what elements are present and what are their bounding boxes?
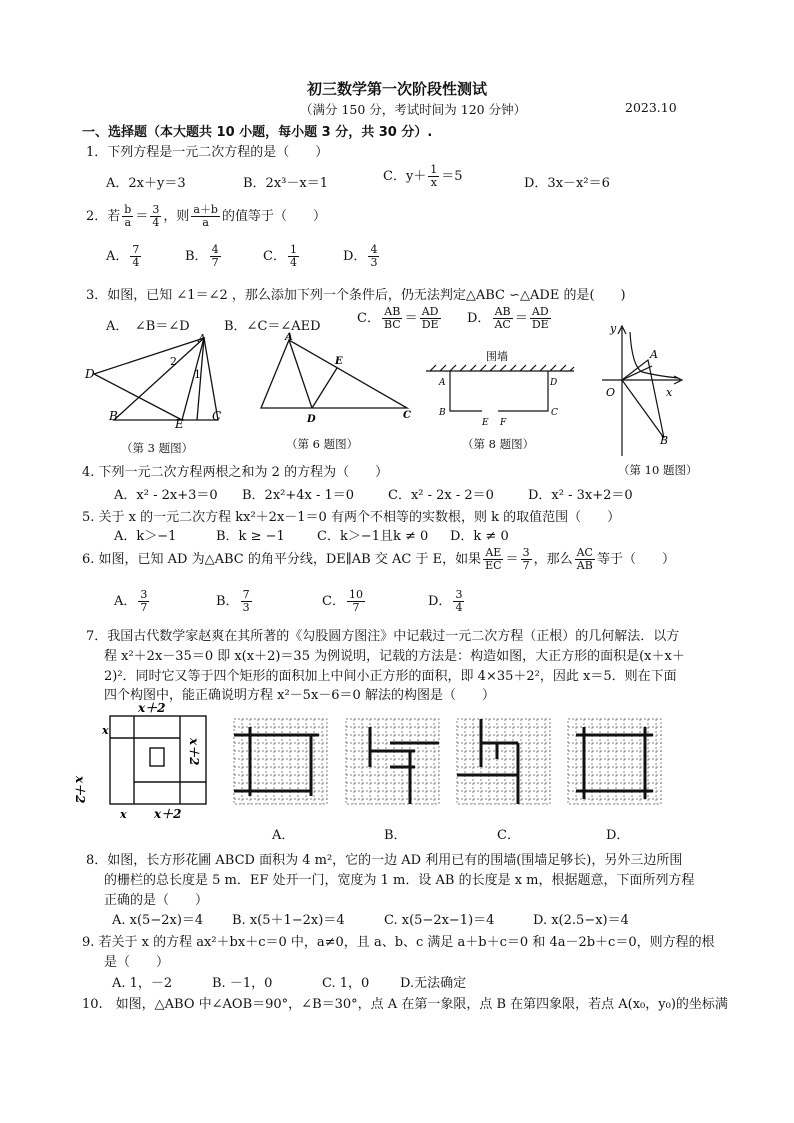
q7-construction-figure (73, 701, 218, 822)
q7-fig-right-label: x＋2 (187, 738, 201, 766)
q5-option-d: D．k ≠ 0 (450, 529, 509, 544)
q9-line-2: 是（ ） (104, 955, 170, 970)
q5-option-c: C．k＞−1且k ≠ 0 (317, 529, 429, 544)
q5-stem: 5. 关于 x 的一元二次方程 kx²＋2x－1＝0 有两个不相等的实数根，则 k 的取值范围（ ） (82, 510, 621, 525)
q2-option-c: C． $\frac{1}{4}$ (263, 243, 297, 269)
q9-option-c: C. 1，0 (322, 976, 370, 991)
fig8-caption: （第 8 题图） (462, 437, 535, 451)
q8-line-3: 正确的是（ ） (104, 893, 209, 908)
fig8-wall-label: 围墙 (486, 350, 508, 363)
q7-fig-left-label: x＋2 (73, 776, 87, 804)
q1-c-suffix: ＝5 (441, 169, 463, 184)
q6-stem: 6. 如图，已知 AD 为△ABC 的角平分线，DE∥AB 交 AC 于 E，如果 $\frac{AE}{EC}$ ＝ $\frac{3}{7}$ ，那么 $\frac{AC}{AB}$ 等于（ ） (82, 546, 675, 572)
q7-line-4: 四个构图中，能正确说明方程 x²－5x－6＝0 解法的构图是（ ） (104, 688, 495, 703)
q8-line-1: 8．如图，长方形花圃 ABCD 面积为 4 m²，它的一边 AD 利用已有的围墙(围墙足够长)，另外三边所围 (86, 853, 683, 868)
q3-option-b: B．∠C＝∠AED (224, 319, 321, 334)
q7-grid-a (233, 718, 329, 806)
q3-option-d: D． $\frac{AB}{AC}$ ＝ $\frac{AD}{DE}$ (467, 305, 549, 331)
q7-grid-c (456, 718, 552, 806)
page-title: 初三数学第一次阶段性测试 (306, 80, 487, 98)
q8-line-2: 的栅栏的总长度是 5 m．EF 处开一门，宽度为 1 m．设 AB 的长度是 x m，根据题意，下面所列方程 (104, 873, 695, 888)
q6-option-b: B． $\frac{7}{3}$ (216, 588, 250, 614)
fig8-label-e: E (482, 418, 489, 428)
figure-6-diagram (255, 330, 415, 430)
q7-line-1: 7．我国古代数学家赵爽在其所著的《勾股圆方图注》中记载过一元二次方程（正根）的几何解法．以方 (86, 629, 680, 644)
q4-option-d: D．x² - 3x+2＝0 (528, 488, 633, 503)
fig10-label-o: O (606, 386, 616, 399)
q2-frac-b-a: $\frac{b}{a}$ (124, 203, 132, 229)
fig10-label-b: B (660, 434, 669, 447)
fig3-label-d: D (85, 367, 95, 381)
q7-fig-top-label: x＋2 (138, 701, 166, 715)
q7-line-3: 2)²．同时它又等于四个矩形的面积加上中间小正方形的面积，即 4×35＋2²，因此 x＝5．则在下面 (104, 669, 677, 684)
q8-option-b: B. x(5＋1−2x)＝4 (232, 913, 345, 928)
fig6-label-e: E (335, 356, 343, 367)
q9-option-b: B. －1，0 (212, 976, 273, 991)
q4-option-a: A．x² - 2x+3＝0 (114, 488, 218, 503)
figure-3-diagram (84, 330, 234, 430)
q8-option-d: D. x(2.5−x)＝4 (533, 913, 629, 928)
q3-stem: 3．如图，已知 ∠1＝∠2 ，那么添加下列一个条件后，仍无法判定△ABC ∽△ADE 的是( ) (86, 288, 626, 303)
q1-option-a: A．2x＋y＝3 (106, 176, 186, 191)
fig8-label-d: D (550, 378, 558, 388)
section-heading: 一、选择题（本大题共 10 小题，每小题 3 分，共 30 分）. (82, 125, 433, 140)
q2-option-b: B． $\frac{4}{7}$ (185, 243, 219, 269)
fig8-label-a: A (439, 378, 446, 388)
fig6-label-d: D (307, 414, 316, 425)
q5-option-a: A．k＞−1 (114, 529, 177, 544)
q7-option-d: D． (606, 828, 630, 843)
q7-fig-bottom-label: x＋2 (154, 807, 182, 821)
fig6-label-a: A (285, 332, 293, 343)
fig6-caption: （第 6 题图） (286, 437, 359, 451)
figure-8-diagram (424, 345, 574, 428)
q7-grid-d (567, 718, 663, 806)
fig6-label-c: C (403, 410, 411, 421)
q7-option-a: A． (272, 828, 295, 843)
fig8-label-f: F (500, 418, 507, 428)
q4-option-c: C．x² - 2x - 2＝0 (388, 488, 494, 503)
q10-line-1: 10. 如图，△ABO 中∠AOB＝90°，∠B＝30°，点 A 在第一象限，点 B 在第四象限，若点 A(x₀，y₀)的坐标满 (82, 997, 728, 1012)
q1-c-prefix: C．y＋ (383, 169, 427, 184)
q1-stem: 1．下列方程是一元二次方程的是（ ） (86, 145, 329, 160)
q7-option-c: C． (497, 828, 520, 843)
q2-option-a: A． $\frac{7}{4}$ (106, 243, 140, 269)
q6-option-c: C． $\frac{10}{7}$ (322, 588, 363, 614)
fig3-label-2: 2 (170, 355, 177, 368)
q3-option-c: C． $\frac{AB}{BC}$ ＝ $\frac{AD}{DE}$ (357, 305, 439, 331)
q7-grid-b (345, 718, 441, 806)
q1-option-d: D．3x－x²＝6 (524, 176, 610, 191)
fig3-label-a: A (198, 332, 206, 345)
exam-date: 2023.10 (625, 100, 677, 115)
q1-c-fraction: $\frac{1}{x}$ (430, 163, 438, 189)
q7-line-2: 程 x²＋2x－35＝0 即 x(x＋2)＝35 为例说明，记载的方法是：构造如图，大正方形的面积是(x＋x＋ (104, 649, 685, 664)
q7-option-b: B． (384, 828, 407, 843)
q4-stem: 4. 下列一元二次方程两根之和为 2 的方程为（ ） (82, 465, 389, 480)
q4-option-b: B．2x²+4x - 1＝0 (242, 488, 355, 503)
fig8-label-c: C (551, 408, 558, 418)
q6-option-a: A． $\frac{3}{7}$ (114, 588, 148, 614)
fig3-label-b: B (109, 409, 118, 423)
q3-option-a: A． ∠B＝∠D (106, 319, 190, 334)
q8-option-c: C. x(5−2x−1)＝4 (384, 913, 495, 928)
fig3-caption: （第 3 题图） (121, 441, 194, 455)
fig8-label-b: B (439, 408, 446, 418)
fig3-label-e: E (175, 417, 184, 431)
fig10-label-a: A (650, 348, 658, 361)
q9-option-d: D.无法确定 (400, 976, 467, 991)
q5-option-b: B．k ≥ −1 (216, 529, 285, 544)
q9-option-a: A. 1，－2 (112, 976, 173, 991)
fig10-label-y: y (610, 322, 617, 335)
q2-stem: 2．若 $\frac{b}{a}$ ＝ $\frac{3}{4}$ ，则 $\frac{a+b}{a}$ 的值等于（ ） (86, 203, 326, 229)
fig10-caption: （第 10 题图） (618, 463, 698, 477)
q8-option-a: A. x(5−2x)＝4 (112, 913, 204, 928)
q2-option-d: D． $\frac{4}{3}$ (343, 243, 378, 269)
q6-option-d: D． $\frac{3}{4}$ (428, 588, 463, 614)
fig3-label-c: C (212, 409, 222, 423)
q2-frac-ab-a: $\frac{a+b}{a}$ (193, 203, 218, 229)
q9-line-1: 9. 若关于 x 的方程 ax²＋bx＋c＝0 中，a≠0，且 a、b、c 满足 a＋b＋c＝0 和 4a－2b＋c＝0，则方程的根 (82, 935, 715, 950)
fig10-label-x: x (666, 386, 673, 399)
fig3-label-1: 1 (194, 368, 201, 381)
q1-option-c (383, 164, 463, 189)
q2-frac-3-4: $\frac{3}{4}$ (152, 203, 160, 229)
q1-option-b: B．2x³－x＝1 (243, 176, 328, 191)
exam-subtitle: （满分 150 分，考试时间为 120 分钟） (300, 102, 527, 117)
q7-fig-bottom-x: x (120, 808, 127, 821)
figure-10-diagram (598, 318, 688, 458)
q7-fig-left-x: x (102, 724, 109, 737)
